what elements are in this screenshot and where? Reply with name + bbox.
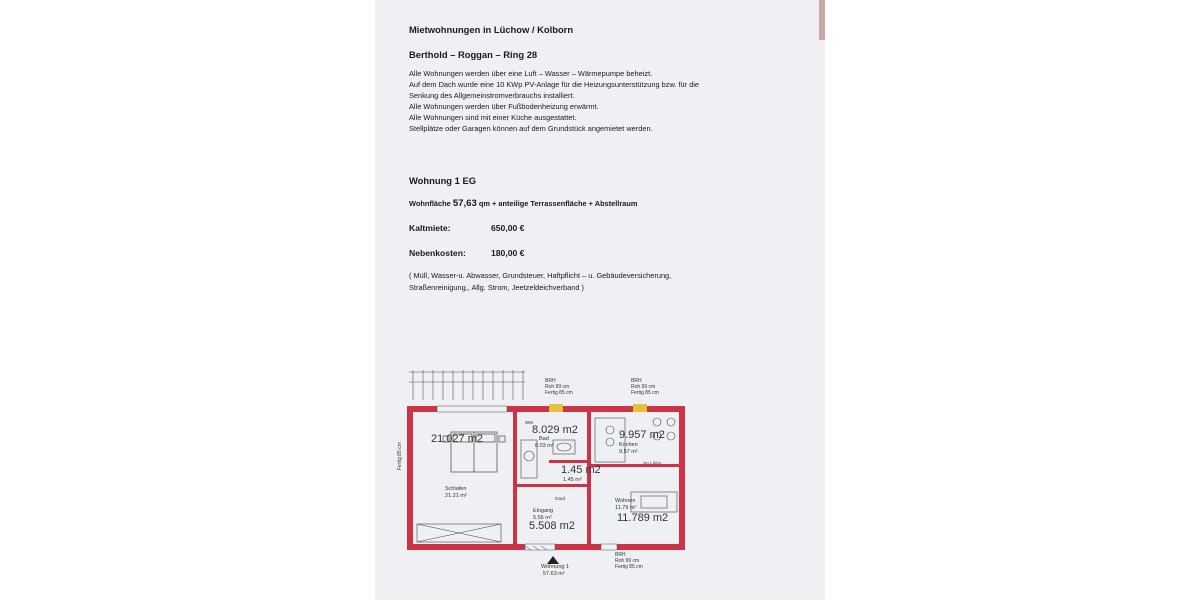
floor-plan xyxy=(375,360,825,600)
wardrobe xyxy=(417,524,501,542)
left-window-note: Fertig 85 cm xyxy=(397,442,403,470)
bad-name: Bad xyxy=(539,436,549,442)
wc-area-big: 1.45 m2 xyxy=(561,464,601,476)
intro-line-2: Auf dem Dach wurde eine 10 KWp PV-Anlage für die Heizungsunterstützung bzw. für die xyxy=(409,80,700,89)
intro-line-5: Alle Wohnungen sind mit einer Küche ausgestattet. xyxy=(409,113,577,122)
intro-line-6: Stellplätze oder Garagen können auf dem Grundstück angemietet werden. xyxy=(409,124,653,133)
document-address: Berthold – Roggan – Ring 28 xyxy=(409,49,538,60)
roh-top-2: Roh 99 cm xyxy=(631,384,656,390)
nebenkosten-value: 180,00 € xyxy=(491,248,525,258)
schlafen-area-big: 21.027 m2 xyxy=(431,433,483,445)
fertig-top-1: Fertig 85 cm xyxy=(545,390,573,396)
brh-top-1: BRH xyxy=(545,378,556,384)
eingang-area-big: 5.508 m2 xyxy=(529,520,575,532)
intro-line-3: Senkung des Allgemeinstromverbrauchs installiert. xyxy=(409,91,575,100)
kaltmiete-value: 650,00 € xyxy=(491,223,525,233)
wm-label: WM xyxy=(525,420,533,425)
roh-bottom: Roh 99 cm xyxy=(615,558,640,564)
fertig-top-2: Fertig 85 cm xyxy=(631,390,659,396)
intro-line-1: Alle Wohnungen werden über eine Luft – Wasser – Wärmepumpe beheizt. xyxy=(409,69,653,78)
nebenkosten-note-1: ( Müll, Wasser-u. Abwasser, Grundsteuer, Haftpflicht – u. Gebäudeversicherung, xyxy=(409,271,672,280)
document-photo xyxy=(375,0,825,600)
schlafen-area-small: 21.21 m² xyxy=(445,493,467,499)
wohnflaeche-suffix: qm + anteilige Terrassenfläche + Abstellraum xyxy=(478,199,638,208)
kochen-area-big: 9.957 m2 xyxy=(619,429,665,441)
photo-corner-shadow xyxy=(819,0,825,40)
eingang-name: Eingang xyxy=(533,508,554,514)
brh-top-2: BRH xyxy=(631,378,642,384)
gard-label: Gard xyxy=(555,496,566,501)
fertig-bottom: Fertig 85 cm xyxy=(615,564,643,570)
kaltmiete-label: Kaltmiete: xyxy=(409,223,451,233)
wc-area-small: 1.45 m² xyxy=(563,477,582,483)
brh-bottom: BRH xyxy=(615,552,626,558)
document-title: Mietwohnungen in Lüchow / Kolborn xyxy=(409,24,574,35)
unit-area: 57.63 m² xyxy=(543,571,565,577)
nebenkosten-label: Nebenkosten: xyxy=(409,248,466,258)
kochen-area-small: 9.57 m² xyxy=(619,449,638,455)
schlafen-name: Schlafen xyxy=(445,486,467,492)
terrace-railing xyxy=(409,370,525,400)
wohnen-name: Wohnen xyxy=(615,498,636,504)
shelf-label: 1m 1.50m xyxy=(643,460,661,465)
bad-area-small: 8.03 m² xyxy=(535,443,554,449)
wohnen-area-big: 11.789 m2 xyxy=(617,512,669,524)
wohnflaeche-line xyxy=(409,198,637,209)
bad-area-big: 8.029 m2 xyxy=(532,424,578,436)
intro-line-4: Alle Wohnungen werden über Fußbodenheizung erwärmt. xyxy=(409,102,599,111)
wohnflaeche-prefix: Wohnfläche xyxy=(409,199,451,208)
unit-label: Wohnung 1 xyxy=(541,564,570,570)
living-furniture xyxy=(631,492,677,512)
nebenkosten-note-2: Straßenreinigung,, Allg. Strom, Jeetzeldeichverband ) xyxy=(409,283,585,292)
entrance-arrow xyxy=(547,556,559,564)
kochen-name: Kochen xyxy=(619,442,638,448)
wohnflaeche-value: 57,63 xyxy=(452,198,477,209)
unit-heading: Wohnung 1 EG xyxy=(409,175,477,186)
roh-top-1: Roh 99 cm xyxy=(545,384,570,390)
wohnen-area-small: 11.79 m² xyxy=(615,505,637,511)
eingang-area-small: 5.56 m² xyxy=(533,515,552,521)
